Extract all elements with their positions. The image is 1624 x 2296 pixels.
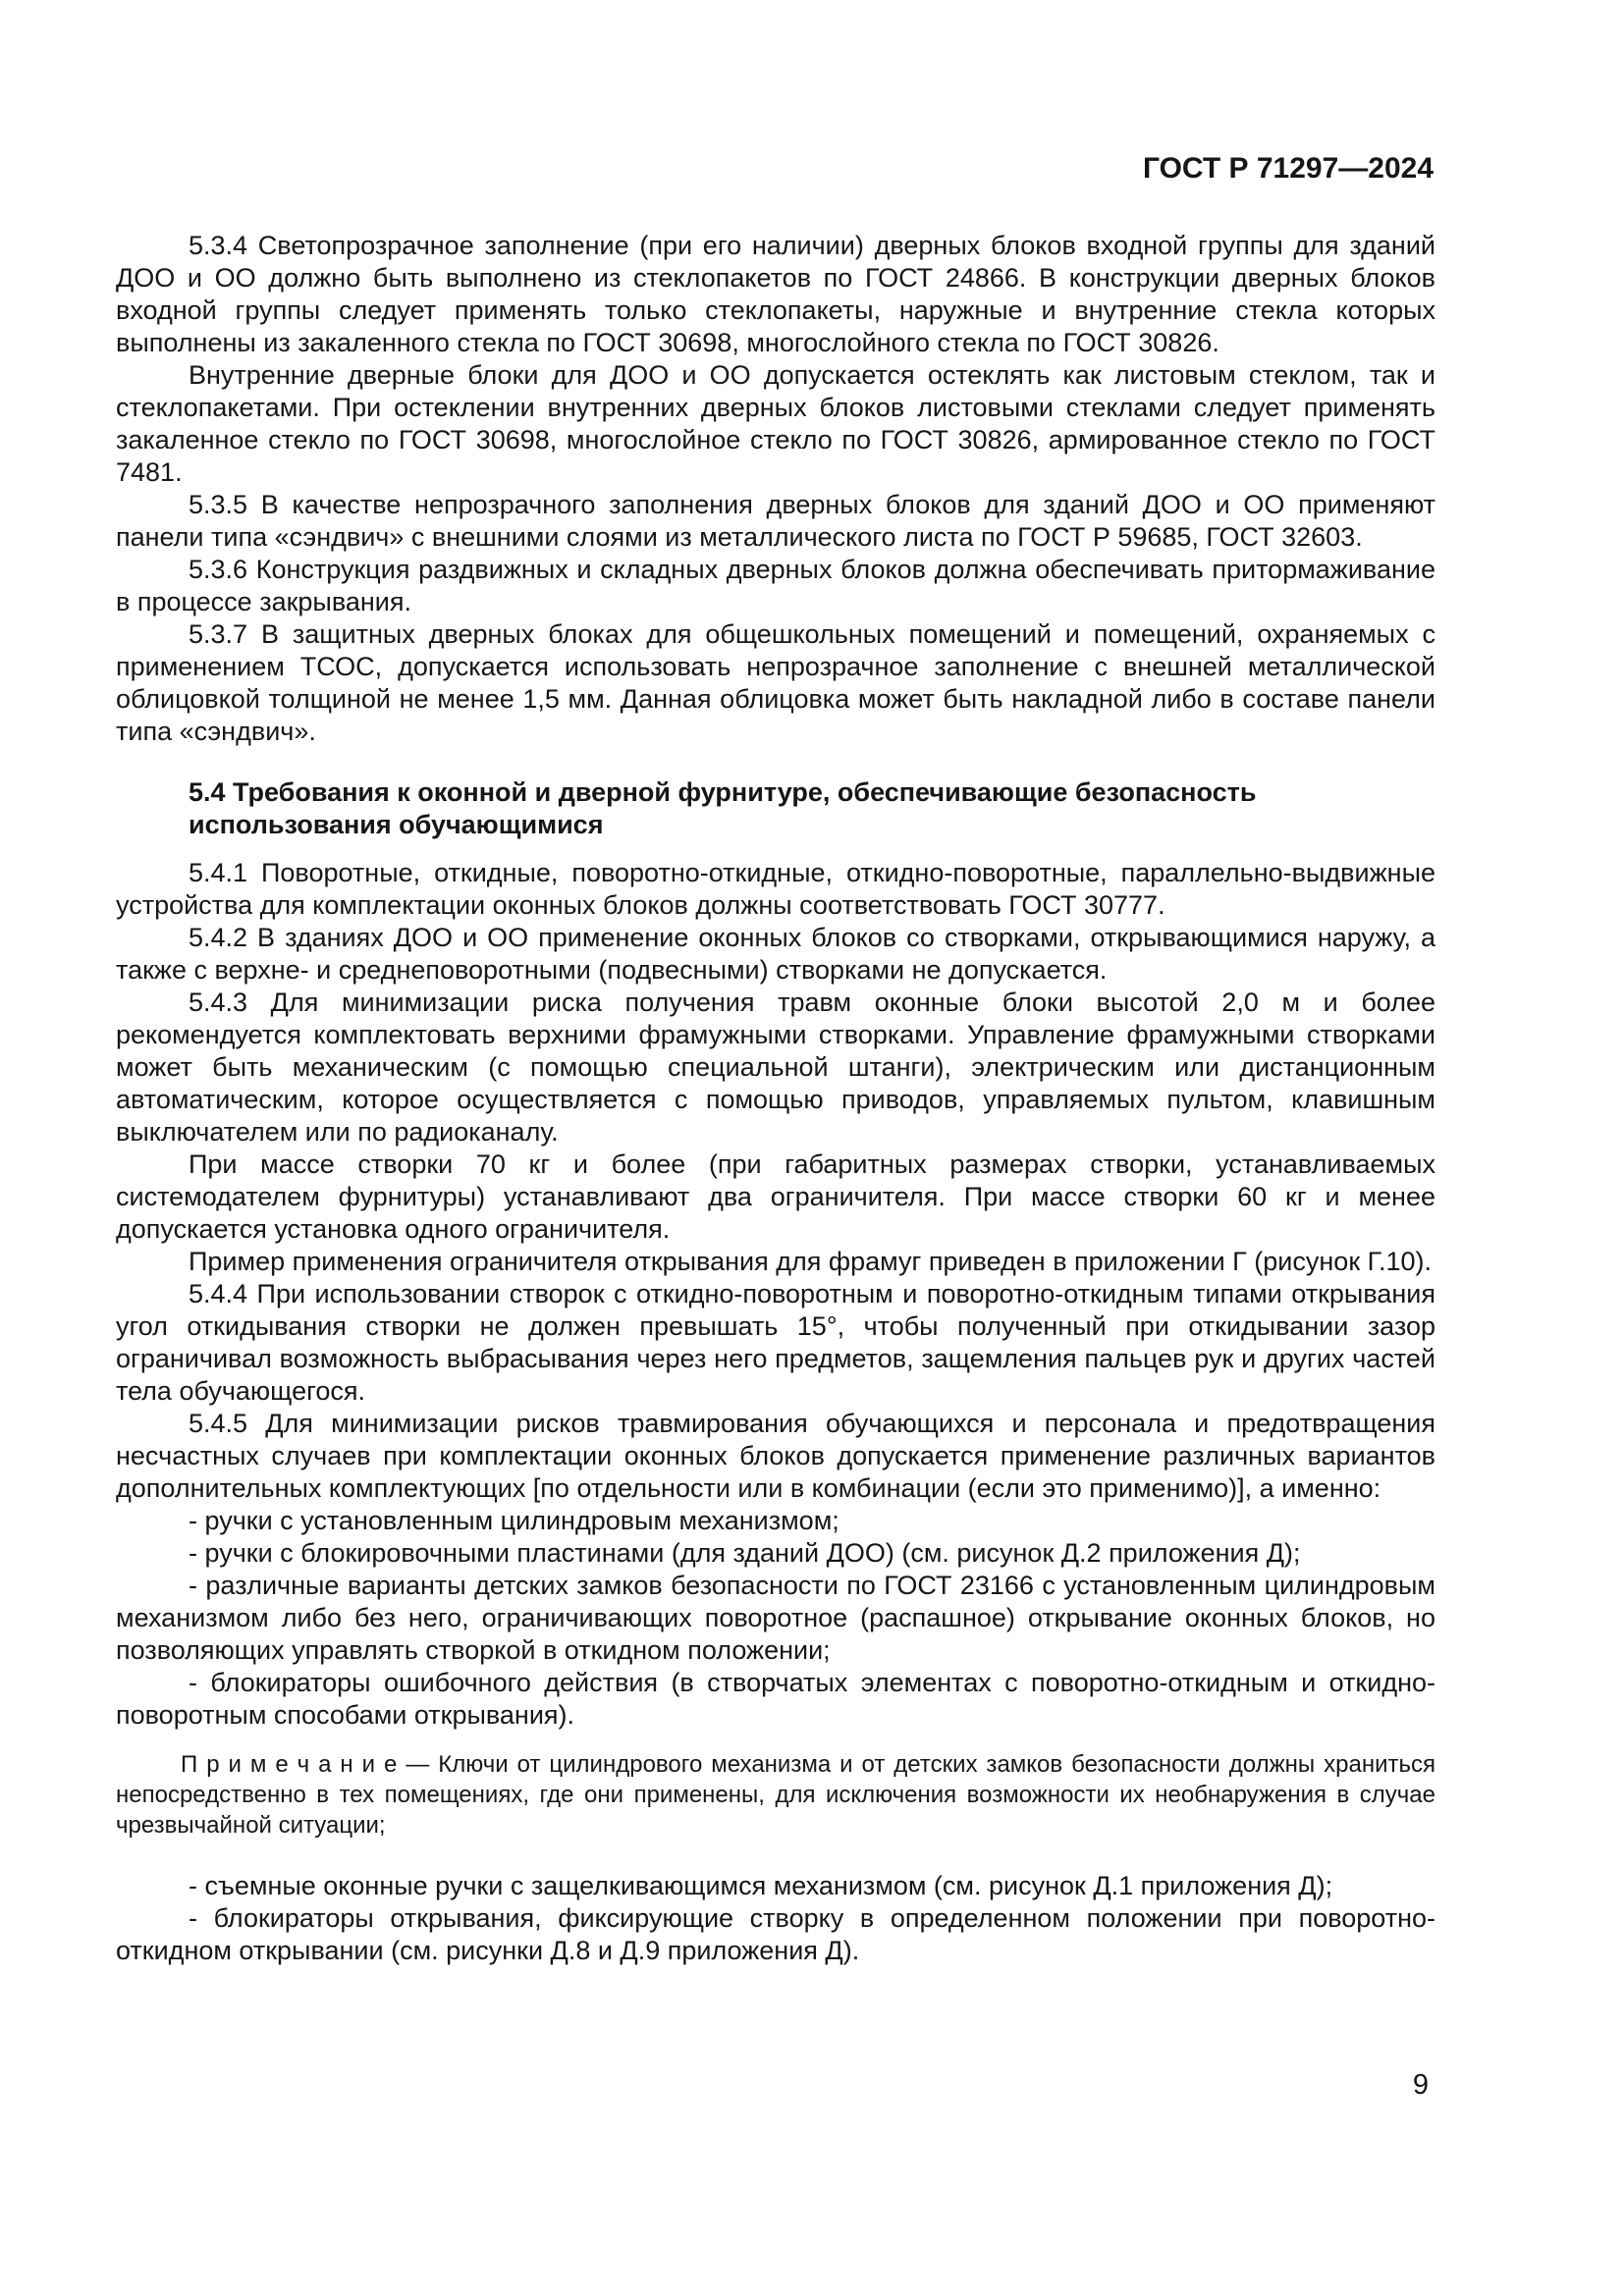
document-body <box>116 230 1435 1967</box>
clause-5-4-2: 5.4.2 В зданиях ДОО и ОО применение оконных блоков со створками, открывающимися наружу, а также с верхне- и среднеповоротными (подвесными) створками не допускается. <box>116 923 1435 985</box>
clause-5-3-4-para-2: Внутренние дверные блоки для ДОО и ОО допускается остеклять как листовым стеклом, так и стеклопакетами. При остеклении внутренних дверных блоков листовыми стеклами следует применять закаленное стекло по ГОСТ 30698, многослойное стекло по ГОСТ 30826, армированное стекло по ГОСТ 7481. <box>116 360 1435 487</box>
clause-5-3-6: 5.3.6 Конструкция раздвижных и складных дверных блоков должна обеспечивать притормаживание в процессе закрывания. <box>116 555 1435 616</box>
clause-5-3-7: 5.3.7 В защитных дверных блоках для общешкольных помещений и помещений, охраняемых с применением ТСОС, допускается использовать непрозрачное заполнение с внешней металлической облицовкой толщиной не менее 1,5 мм. Данная облицовка может быть накладной либо в составе панели типа «сэндвич». <box>116 619 1435 746</box>
clause-5-4-3-para-3: Пример применения ограничителя открывания для фрамуг приведен в приложении Г (рисунок Г.10). <box>189 1247 1432 1276</box>
page-number: 9 <box>1412 2069 1429 2101</box>
clause-5-4-5: 5.4.5 Для минимизации рисков травмирования обучающихся и персонала и предотвращения несчастных случаев при комплектации оконных блоков допускается применение различных вариантов дополнительных комплектующих [по отдельности или в комбинации (если это применимо)], а именно: <box>116 1409 1435 1503</box>
note-keys-storage: П р и м е ч а н и е — Ключи от цилиндрового механизма и от детских замков безопасности должны храниться непосредственно в тех помещениях, где они применены, для исключения возможности их необнаружения в случае чрезвычайной ситуации; <box>116 1751 1435 1839</box>
clause-5-4-1: 5.4.1 Поворотные, откидные, поворотно-откидные, откидно-поворотные, параллельно-выдвижные устройства для комплектации оконных блоков должны соответствовать ГОСТ 30777. <box>116 858 1435 920</box>
document-header: ГОСТ Р 71297—2024 <box>1142 152 1434 185</box>
section-heading-5-4: 5.4 Требования к оконной и дверной фурнитуре, обеспечивающие безопасность использования обучающимися <box>189 777 1257 839</box>
clause-5-4-3-para-2: При массе створки 70 кг и более (при габаритных размерах створки, устанавливаемых системодателем фурнитуры) устанавливают два ограничителя. При массе створки 60 кг и менее допускается установка одного ограничителя. <box>116 1149 1435 1244</box>
list-item-error-blockers: - блокираторы ошибочного действия (в створчатых элементах с поворотно-откидным и откидно-поворотным способами открывания). <box>116 1668 1435 1730</box>
clause-5-4-4: 5.4.4 При использовании створок с откидно-поворотным и поворотно-откидным типами открывания угол откидывания створки не должен превышать 15°, чтобы полученный при откидывании зазор ограничивал возможность выбрасывания через него предметов, защемления пальцев рук и других частей тела обучающегося. <box>116 1279 1435 1406</box>
clause-5-3-4: 5.3.4 Светопрозрачное заполнение (при его наличии) дверных блоков входной группы для зданий ДОО и ОО должно быть выполнено из стеклопакетов по ГОСТ 24866. В конструкции дверных блоков входной группы следует применять только стеклопакеты, наружные и внутренние стекла которых выполнены из закаленного стекла по ГОСТ 30698, многослойного стекла по ГОСТ 30826. <box>116 231 1435 357</box>
list-item-opening-blockers: - блокираторы открывания, фиксирующие створку в определенном положении при поворотно-откидном открывании (см. рисунки Д.8 и Д.9 приложения Д). <box>116 1903 1435 1965</box>
list-item-handles-plates: - ручки с блокировочными пластинами (для зданий ДОО) (см. рисунок Д.2 приложения Д); <box>189 1538 1301 1568</box>
list-item-removable-handles: - съемные оконные ручки с защелкивающимся механизмом (см. рисунок Д.1 приложения Д); <box>189 1871 1333 1900</box>
list-item-handles-cylinder: - ручки с установленным цилиндровым механизмом; <box>189 1506 839 1535</box>
list-item-child-locks: - различные варианты детских замков безопасности по ГОСТ 23166 с установленным цилиндровым механизмом либо без него, ограничивающих поворотное (распашное) открывание оконных блоков, но позволяющих управлять створкой в откидном положении; <box>116 1571 1435 1665</box>
clause-5-3-5: 5.3.5 В качестве непрозрачного заполнения дверных блоков для зданий ДОО и ОО применяют панели типа «сэндвич» с внешними слоями из металлического листа по ГОСТ Р 59685, ГОСТ 32603. <box>116 490 1435 552</box>
clause-5-4-3: 5.4.3 Для минимизации риска получения травм оконные блоки высотой 2,0 м и более рекомендуется комплектовать верхними фрамужными створками. Управление фрамужными створками может быть механическим (с помощью специальной штанги), электрическим или дистанционным автоматическим, которое осуществляется с помощью приводов, управляемых пультом, клавишным выключателем или по радиоканалу. <box>116 988 1435 1147</box>
